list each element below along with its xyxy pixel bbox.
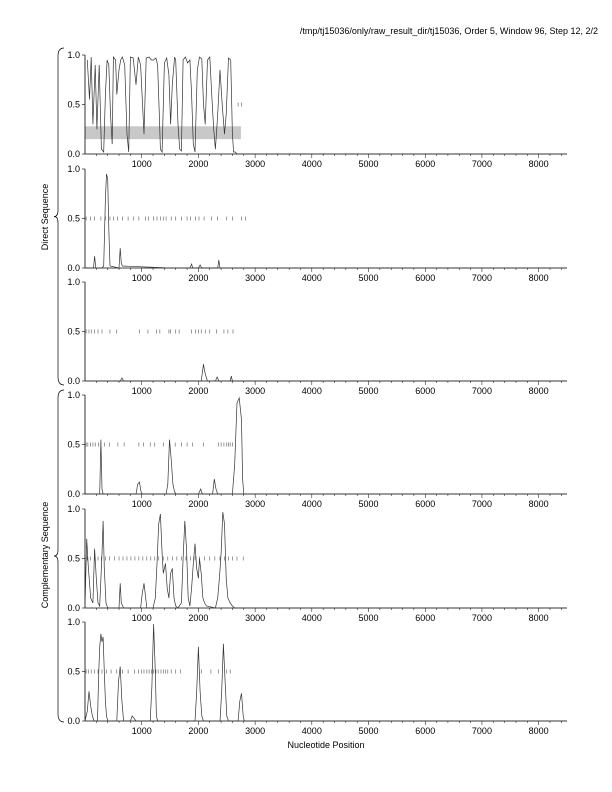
page-title: /tmp/tj15036/only/raw_result_dir/tj15036, Order 5, Window 96, Step 12, 2/2 xyxy=(299,26,598,36)
y-tick-label: 0.0 xyxy=(67,149,80,159)
y-tick-label: 1.0 xyxy=(67,50,80,60)
x-tick-label: 2000 xyxy=(188,613,209,623)
x-tick-label: 1000 xyxy=(131,726,152,736)
x-tick-label: 1000 xyxy=(131,159,152,169)
x-tick-label: 3000 xyxy=(245,386,266,396)
x-tick-label: 3000 xyxy=(245,499,266,509)
x-tick-label: 7000 xyxy=(471,273,492,283)
panel-direct-frame-1 xyxy=(67,50,567,169)
series-line xyxy=(87,57,567,154)
x-tick-label: 3000 xyxy=(245,159,266,169)
x-tick-label: 5000 xyxy=(358,159,379,169)
x-tick-label: 3000 xyxy=(245,273,266,283)
y-tick-label: 1.0 xyxy=(67,617,80,627)
x-tick-label: 7000 xyxy=(471,726,492,736)
x-tick-label: 7000 xyxy=(471,386,492,396)
x-tick-label: 5000 xyxy=(358,613,379,623)
brace-complementary xyxy=(54,390,64,722)
x-tick-label: 8000 xyxy=(528,273,549,283)
y-tick-label: 0.0 xyxy=(67,263,80,273)
panel-direct-frame-2 xyxy=(67,164,567,283)
x-tick-label: 2000 xyxy=(188,386,209,396)
series-line xyxy=(85,624,567,721)
x-tick-label: 5000 xyxy=(358,499,379,509)
y-tick-label: 0.0 xyxy=(67,489,80,499)
x-tick-label: 6000 xyxy=(415,613,436,623)
x-tick-label: 5000 xyxy=(358,273,379,283)
x-axis-label: Nucleotide Position xyxy=(287,740,365,750)
x-tick-label: 8000 xyxy=(528,499,549,509)
x-tick-label: 6000 xyxy=(415,159,436,169)
x-tick-label: 1000 xyxy=(131,386,152,396)
x-tick-label: 5000 xyxy=(358,726,379,736)
x-tick-label: 7000 xyxy=(471,613,492,623)
x-tick-label: 2000 xyxy=(188,273,209,283)
x-tick-label: 8000 xyxy=(528,159,549,169)
x-tick-label: 6000 xyxy=(415,499,436,509)
y-tick-label: 0.0 xyxy=(67,603,80,613)
group-label-direct: Direct Sequence xyxy=(40,183,50,251)
group-label-complementary: Complementary Sequence xyxy=(40,501,50,609)
x-tick-label: 7000 xyxy=(471,159,492,169)
y-tick-label: 1.0 xyxy=(67,390,80,400)
x-tick-label: 6000 xyxy=(415,273,436,283)
series-line xyxy=(85,512,567,608)
x-tick-label: 4000 xyxy=(301,499,322,509)
x-tick-label: 6000 xyxy=(415,726,436,736)
brace-direct xyxy=(54,48,64,385)
y-tick-label: 1.0 xyxy=(67,504,80,514)
x-tick-label: 8000 xyxy=(528,726,549,736)
x-tick-label: 4000 xyxy=(301,159,322,169)
x-tick-label: 1000 xyxy=(131,499,152,509)
x-tick-label: 4000 xyxy=(301,273,322,283)
x-tick-label: 7000 xyxy=(471,499,492,509)
x-tick-label: 4000 xyxy=(301,386,322,396)
series-line xyxy=(85,398,567,494)
panel-complementary-frame-3 xyxy=(67,617,567,736)
chart-panels xyxy=(67,50,567,736)
panel-complementary-frame-2 xyxy=(67,504,567,623)
x-tick-label: 5000 xyxy=(358,386,379,396)
y-tick-label: 0.5 xyxy=(67,326,80,337)
y-tick-label: 0.0 xyxy=(67,376,80,386)
y-tick-label: 0.5 xyxy=(67,213,80,224)
x-tick-label: 3000 xyxy=(245,613,266,623)
x-tick-label: 2000 xyxy=(188,159,209,169)
y-tick-label: 0.5 xyxy=(67,99,80,110)
x-tick-label: 2000 xyxy=(188,726,209,736)
y-tick-label: 0.0 xyxy=(67,716,80,726)
series-line xyxy=(85,174,567,268)
x-tick-label: 2000 xyxy=(188,499,209,509)
series-line xyxy=(85,364,567,381)
panel-complementary-frame-1 xyxy=(67,390,567,509)
group-braces xyxy=(54,48,64,722)
x-tick-label: 1000 xyxy=(131,613,152,623)
x-tick-label: 4000 xyxy=(301,726,322,736)
y-tick-label: 0.5 xyxy=(67,439,80,450)
y-tick-label: 1.0 xyxy=(67,277,80,287)
y-tick-label: 0.5 xyxy=(67,553,80,564)
x-tick-label: 3000 xyxy=(245,726,266,736)
x-tick-label: 4000 xyxy=(301,613,322,623)
y-tick-label: 1.0 xyxy=(67,164,80,174)
x-tick-label: 8000 xyxy=(528,386,549,396)
x-tick-label: 1000 xyxy=(131,273,152,283)
panel-direct-frame-3 xyxy=(67,277,567,396)
y-tick-label: 0.5 xyxy=(67,666,80,677)
x-tick-label: 6000 xyxy=(415,386,436,396)
x-tick-label: 8000 xyxy=(528,613,549,623)
